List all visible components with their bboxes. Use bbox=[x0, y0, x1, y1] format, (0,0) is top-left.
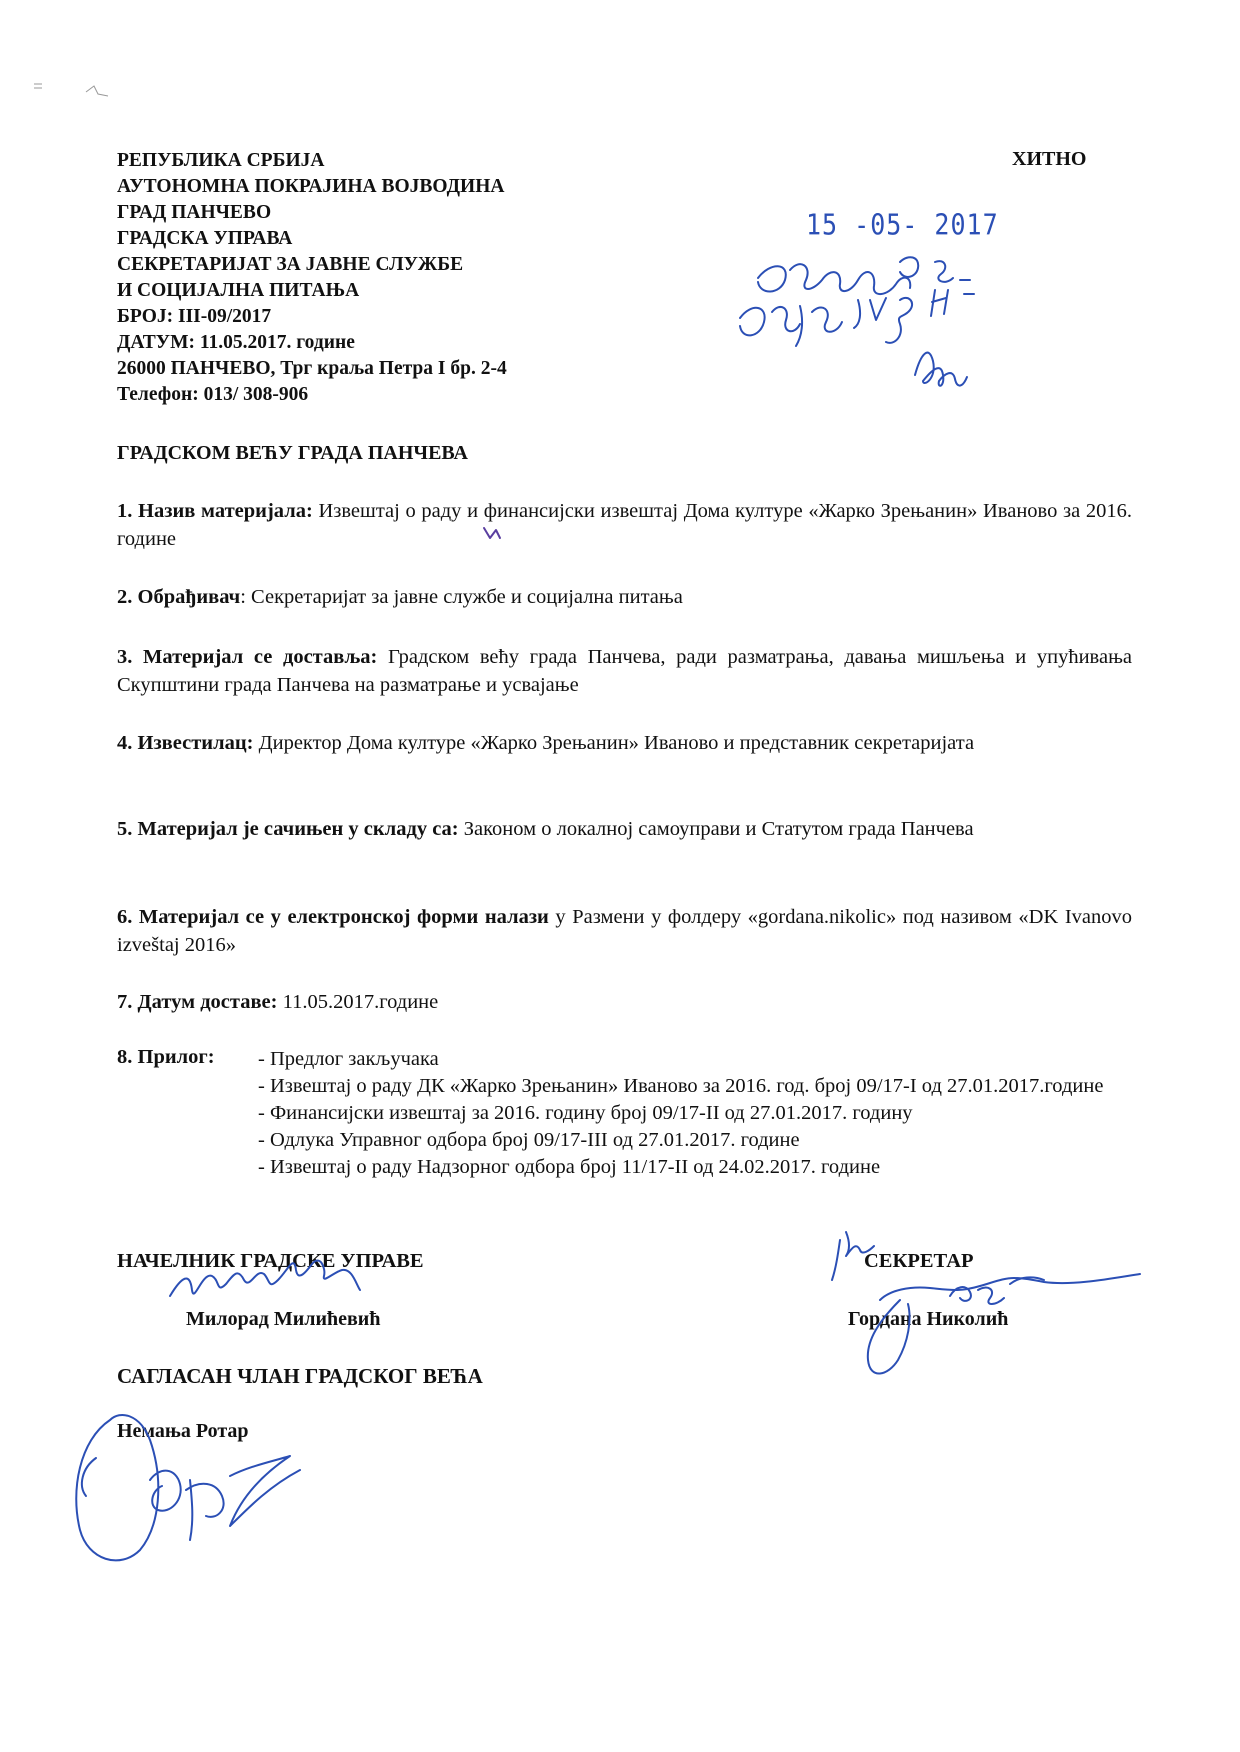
item-delivery-date bbox=[117, 988, 1132, 1016]
list-item: - Финансијски извештај за 2016. годину број 09/17-II од 27.01.2017. годину bbox=[258, 1102, 913, 1124]
head-of-administration-name: Милорад Милићевић bbox=[186, 1308, 381, 1330]
item-label: 1. Назив материјала: bbox=[117, 500, 313, 522]
item-text: Градском већу града Панчева, ради разматрања, давања мишљења и упућивања Скупштини града Панчева на разматрање и усвајање bbox=[117, 646, 1132, 696]
header-line: БРОЈ: III-09/2017 bbox=[117, 306, 272, 327]
header-line: Телефон: 013/ 308-906 bbox=[117, 384, 309, 405]
scan-marks bbox=[34, 84, 108, 96]
item-text: : Секретаријат за јавне службе и социјална питања bbox=[240, 586, 683, 608]
item-label: 7. Датум доставе: bbox=[117, 991, 278, 1013]
item-electronic-location bbox=[117, 903, 1132, 959]
head-of-administration-title: НАЧЕЛНИК ГРАДСКЕ УПРАВЕ bbox=[117, 1250, 424, 1272]
header-line: 26000 ПАНЧЕВО, Трг краља Петра I бр. 2-4 bbox=[117, 358, 507, 379]
item-processor bbox=[117, 583, 1132, 611]
header-line: РЕПУБЛИКА СРБИЈА bbox=[117, 150, 325, 171]
header-line: И СОЦИЈАЛНА ПИТАЊА bbox=[117, 280, 360, 301]
urgent-label: ХИТНО bbox=[1012, 148, 1087, 170]
sender-header bbox=[117, 148, 507, 408]
received-date-stamp: 15 -05- 2017 bbox=[806, 207, 999, 242]
item-label: 5. Материјал је сачињен у складу са: bbox=[117, 818, 459, 840]
item-label: 3. Материјал се доставља: bbox=[117, 646, 378, 668]
item-label: 2. Обрађивач bbox=[117, 586, 241, 608]
list-item: - Предлог закључака bbox=[258, 1048, 439, 1070]
item-label: 4. Известилац: bbox=[117, 732, 254, 754]
secretary-title: СЕКРЕТАР bbox=[864, 1250, 974, 1272]
attachments-label: 8. Прилог: bbox=[117, 1046, 215, 1068]
list-item: - Извештај о раду ДК «Жарко Зрењанин» Иваново за 2016. год. број 09/17-I од 27.01.2017.године bbox=[258, 1075, 1104, 1097]
header-line: ДАТУМ: 11.05.2017. године bbox=[117, 332, 355, 353]
item-delivered-to bbox=[117, 643, 1132, 699]
item-rapporteur bbox=[117, 729, 1132, 757]
item-compliance bbox=[117, 815, 1132, 843]
list-item: - Извештај о раду Надзорног одбора број 11/17-II од 24.02.2017. године bbox=[258, 1156, 881, 1178]
item-text: 11.05.2017.године bbox=[277, 991, 439, 1013]
header-line: ГРАД ПАНЧЕВО bbox=[117, 202, 272, 223]
secretary-name: Гордана Николић bbox=[848, 1308, 1009, 1330]
header-line: СЕКРЕТАРИЈАТ ЗА ЈАВНЕ СЛУЖБЕ bbox=[117, 254, 464, 275]
header-line: АУТОНОМНА ПОКРАЈИНА ВОЈВОДИНА bbox=[117, 176, 505, 197]
addressee: ГРАДСКОМ ВЕЋУ ГРАДА ПАНЧЕВА bbox=[117, 442, 468, 464]
item-text: у Размени у фолдеру «gordana.nikolic» под називом «DK Ivanovo izveštaj 2016» bbox=[117, 906, 1132, 956]
item-text: Законом о локалној самоуправи и Статутом града Панчева bbox=[458, 818, 974, 840]
handwritten-note bbox=[740, 257, 974, 386]
list-item: - Одлука Управног одбора број 09/17-III од 27.01.2017. године bbox=[258, 1129, 800, 1151]
council-member-title: САГЛАСАН ЧЛАН ГРАДСКОГ ВЕЋА bbox=[117, 1364, 483, 1388]
item-text: Извештај о раду и финансијски извештај Дома културе «Жарко Зрењанин» Иваново за 2016. године bbox=[117, 500, 1132, 550]
header-line: ГРАДСКА УПРАВА bbox=[117, 228, 293, 249]
council-member-name: Немања Ротар bbox=[117, 1420, 249, 1442]
item-material-name bbox=[117, 497, 1132, 553]
item-label: 6. Материјал се у електронској форми налази bbox=[117, 906, 549, 928]
attachments-list bbox=[258, 1046, 1138, 1181]
item-text: Директор Дома културе «Жарко Зрењанин» Иваново и представник секретаријата bbox=[253, 732, 975, 754]
